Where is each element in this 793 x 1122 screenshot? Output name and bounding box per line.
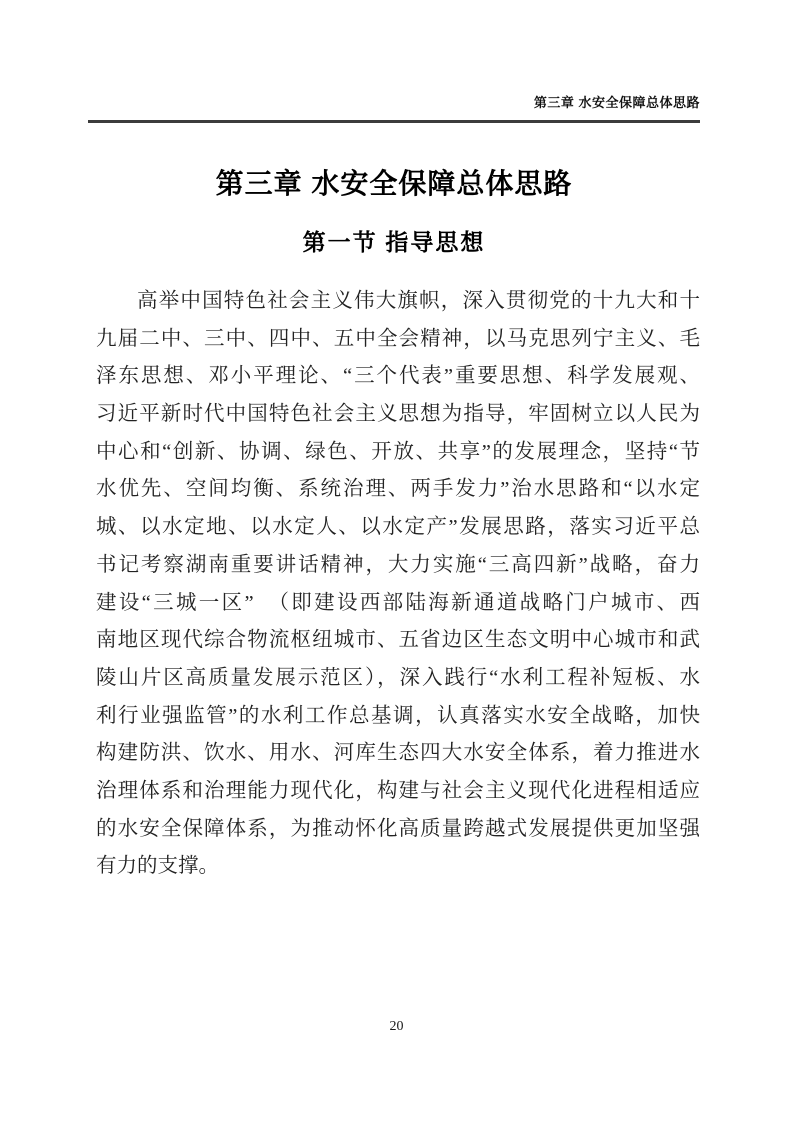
page-number: 20 [389, 1019, 404, 1034]
paragraph-line: 水优先、空间均衡、系统治理、两手发力”治水思路和“以水定 [96, 478, 700, 501]
paragraph-line: 习近平新时代中国特色社会主义思想为指导，牢固树立以人民为 [96, 403, 700, 426]
running-header-title: 第三章 水安全保障总体思路 [533, 95, 700, 110]
header-rule [88, 120, 700, 123]
paragraph-line: 泽东思想、邓小平理论、“三个代表”重要思想、科学发展观、 [96, 365, 700, 388]
body-paragraph [96, 283, 700, 886]
paragraph-line: 有力的支撑。 [96, 855, 219, 878]
paragraph-line: 书记考察湖南重要讲话精神，大力实施“三高四新”战略，奋力 [96, 553, 700, 576]
section-title: 第一节 指导思想 [302, 230, 486, 255]
paragraph-line: 构建防洪、饮水、用水、河库生态四大水安全体系，着力推进水 [96, 742, 700, 765]
paragraph-line: 陵山片区高质量发展示范区），深入践行“水利工程补短板、水 [96, 666, 700, 689]
paragraph-line: 利行业强监管”的水利工作总基调，认真落实水安全战略，加快 [96, 704, 700, 727]
paragraph-line: 治理体系和治理能力现代化，构建与社会主义现代化进程相适应 [96, 779, 700, 802]
paragraph-line: 城、以水定地、以水定人、以水定产”发展思路，落实习近平总 [96, 516, 700, 539]
paragraph-line: 建设“三城一区” （即建设西部陆海新通道战略门户城市、西 [96, 591, 700, 614]
paragraph-line: 中心和“创新、协调、绿色、开放、共享”的发展理念，坚持“节 [96, 440, 700, 463]
paragraph-line: 高举中国特色社会主义伟大旗帜，深入贯彻党的十九大和十 [137, 290, 700, 312]
paragraph-line: 南地区现代综合物流枢纽城市、五省边区生态文明中心城市和武 [96, 629, 700, 652]
paragraph-line: 九届二中、三中、四中、五中全会精神，以马克思列宁主义、毛 [96, 327, 700, 350]
paragraph-line: 的水安全保障体系，为推动怀化高质量跨越式发展提供更加坚强 [96, 817, 700, 840]
chapter-title: 第三章 水安全保障总体思路 [215, 168, 573, 199]
